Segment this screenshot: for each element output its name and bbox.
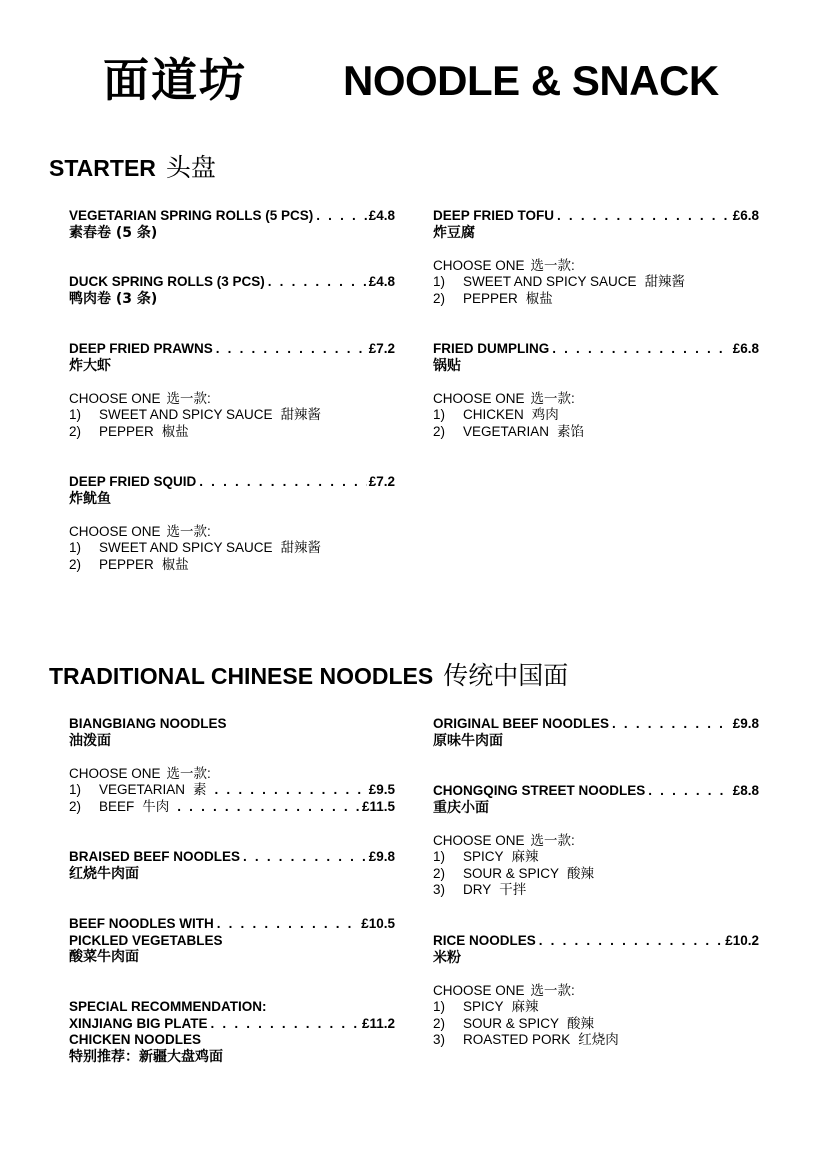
option-item: 2) SOUR & SPICY 酸辣 [433,1015,595,1031]
item-name-zh: 鸭肉卷 (3 条) [69,290,158,307]
item-name: DEEP FRIED SQUID [69,474,197,489]
dot-leader [316,208,366,225]
menu-item [69,849,395,883]
menu-item [69,916,395,966]
choose-one-label: CHOOSE ONE 选一款: [433,390,575,406]
option-item: 2) PEPPER 椒盐 [433,290,553,306]
dot-leader [199,474,366,491]
option-item: 2) PEPPER 椒盐 [69,423,189,439]
section-title-en: TRADITIONAL CHINESE NOODLES [49,663,434,689]
option-price: £11.5 [361,798,395,814]
menu-item [69,341,395,440]
item-name-zh: 酸菜牛肉面 [69,949,139,965]
dot-leader [552,341,730,358]
item-name-zh: 素春卷 (5 条) [69,224,158,241]
dot-leader [648,783,730,800]
dot-leader [177,799,360,816]
item-name-zh: 米粉 [433,949,461,966]
item-price: £4.8 [368,274,395,289]
item-price: £6.8 [732,208,759,223]
item-name: XINJIANG BIG PLATE [69,1015,208,1031]
menu-item [433,783,759,899]
choose-one-label: CHOOSE ONE 选一款: [69,523,211,539]
item-price: £9.8 [368,849,395,864]
item-name-zh: 重庆小面 [433,799,489,816]
item-prefix: SPECIAL RECOMMENDATION: [69,999,267,1014]
item-price: £9.8 [732,716,759,731]
item-name-zh: 炸鱿鱼 [69,490,111,507]
item-price: £4.8 [368,208,395,223]
item-price: £6.8 [732,341,759,356]
brand-title: NOODLE & SNACK [343,57,719,104]
chinese-logo: 面道坊 [103,53,247,107]
item-name-zh: 特别推荐：新疆大盘鸡面 [69,1048,223,1065]
dot-leader [612,716,731,733]
starter-section-title [49,154,216,182]
menu-item [433,341,759,440]
noodles-section-title [49,662,568,690]
choose-one-label: CHOOSE ONE 选一款: [69,390,211,406]
option-price: £9.5 [368,782,395,797]
dot-leader [539,933,723,950]
option-item: 2) PEPPER 椒盐 [69,556,189,572]
item-name: CHONGQING STREET NOODLES [433,783,646,798]
section-title-zh: 头盘 [165,154,216,182]
menu-item [433,716,759,750]
item-name: BIANGBIANG NOODLES [69,716,227,731]
option-item: 1) VEGETARIAN 素 . . . £9.5 [69,782,395,799]
item-name: BRAISED BEEF NOODLES [69,849,241,864]
item-name: VEGETARIAN SPRING ROLLS (5 PCS) [69,208,314,223]
item-name-zh: 油泼面 [69,732,111,749]
menu-item [69,274,395,308]
item-price: £7.2 [368,474,395,489]
option-item: 1) SWEET AND SPICY SAUCE 甜辣酱 [433,274,686,289]
menu-item [69,474,395,573]
option-item: 2) BEEF 牛肉 . . . £11.5 [69,799,395,816]
item-name: FRIED DUMPLING [433,341,550,356]
dot-leader [243,849,367,866]
option-item: 1) SPICY 麻辣 [433,999,539,1014]
choose-one-label: CHOOSE ONE 选一款: [433,257,575,273]
dot-leader [211,1016,360,1033]
menu-header [0,52,826,112]
item-name-line2: PICKLED VEGETABLES [69,932,223,948]
choose-one-label: CHOOSE ONE 选一款: [433,832,575,848]
option-item: 1) CHICKEN 鸡肉 [433,407,559,422]
item-name-zh: 红烧牛肉面 [69,865,139,882]
choose-one-label: CHOOSE ONE 选一款: [69,765,211,781]
item-name-zh: 原味牛肉面 [433,732,503,749]
item-price: £10.2 [725,933,759,948]
section-title-zh: 传统中国面 [443,662,569,690]
item-name-zh: 炸豆腐 [433,224,475,241]
dot-leader [215,782,367,799]
choose-one-label: CHOOSE ONE 选一款: [433,982,575,998]
dot-leader [216,341,367,358]
option-item: 3) ROASTED PORK 红烧肉 [433,1032,619,1047]
menu-item [433,933,759,1049]
dot-leader [268,274,367,291]
option-item: 3) DRY 干拌 [433,882,527,897]
dot-leader [217,916,359,933]
item-name-zh: 锅贴 [433,357,461,374]
item-name: ORIGINAL BEEF NOODLES [433,716,610,731]
dot-leader [557,208,731,225]
item-name: DEEP FRIED PRAWNS [69,341,213,356]
item-name-zh: 炸大虾 [69,357,111,374]
item-price: £7.2 [368,341,395,356]
option-item: 2) VEGETARIAN 素馅 [433,423,585,439]
item-name-line2: CHICKEN NOODLES [69,1032,202,1047]
menu-item [69,999,395,1066]
section-title-en: STARTER [49,155,156,181]
item-price: £10.5 [361,916,395,931]
option-item: 1) SWEET AND SPICY SAUCE 甜辣酱 [69,407,322,422]
option-item: 1) SPICY 麻辣 [433,849,539,864]
item-name: RICE NOODLES [433,933,536,948]
item-name: DUCK SPRING ROLLS (3 PCS) [69,274,265,289]
menu-item [69,716,395,815]
item-name: BEEF NOODLES WITH [69,916,214,931]
item-price: £11.2 [361,1015,395,1031]
option-item: 1) SWEET AND SPICY SAUCE 甜辣酱 [69,540,322,555]
item-price: £8.8 [732,783,759,798]
option-item: 2) SOUR & SPICY 酸辣 [433,865,595,881]
item-name: DEEP FRIED TOFU [433,208,555,223]
menu-item [69,208,395,242]
menu-item [433,208,759,307]
